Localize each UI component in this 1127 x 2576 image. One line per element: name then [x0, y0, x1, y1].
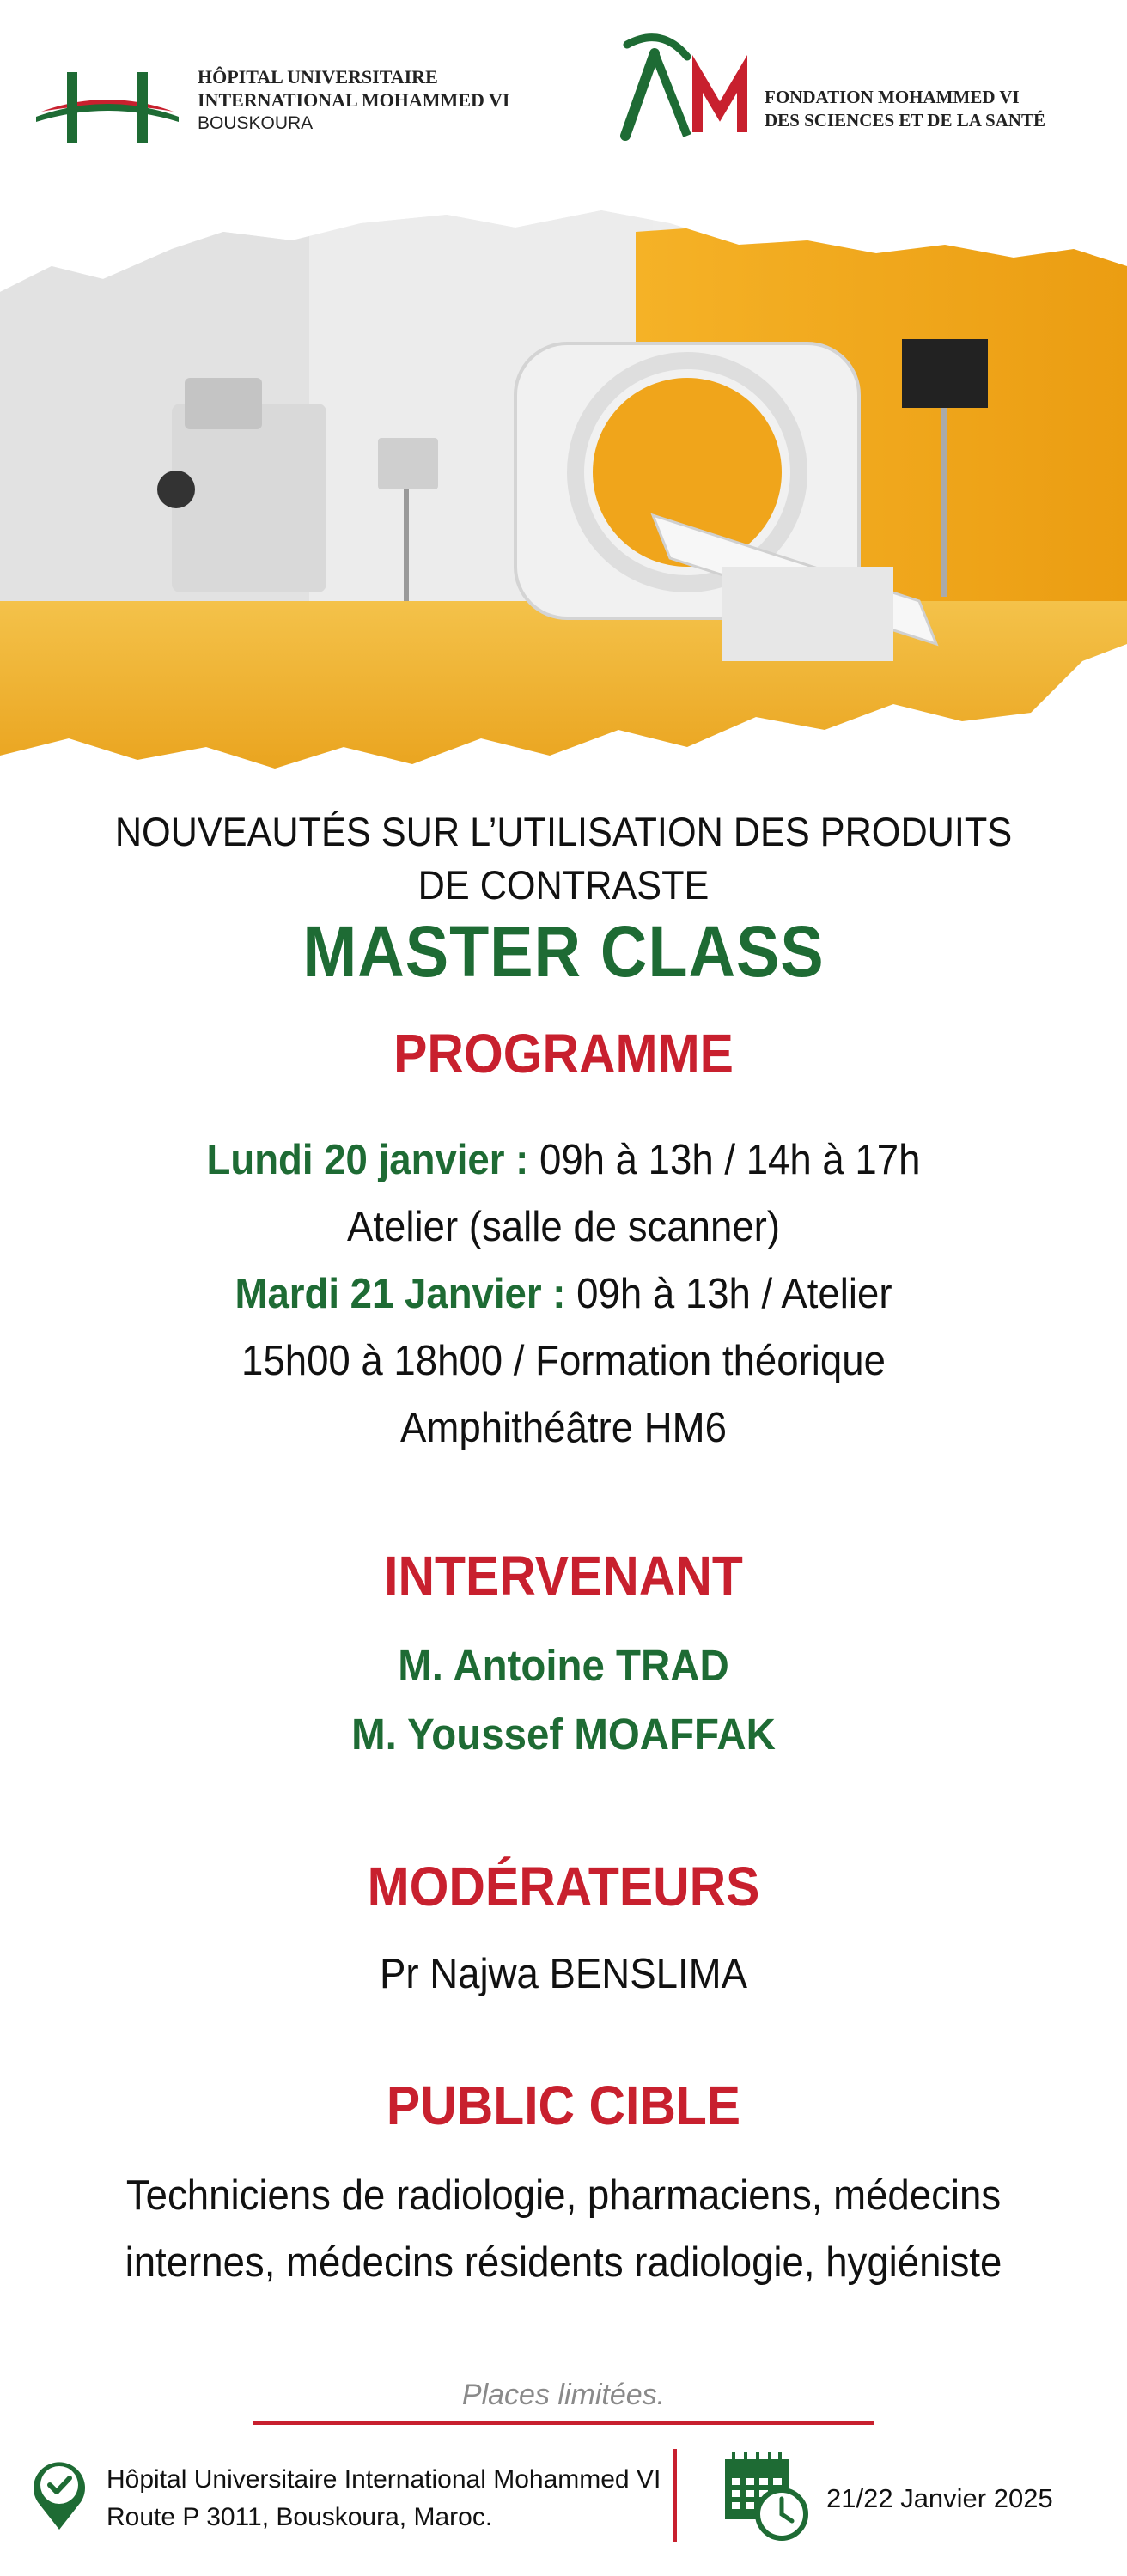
footer-separator: [673, 2449, 677, 2542]
moderator-name: Pr Najwa BENSLIMA: [379, 1951, 747, 1997]
footer-address-line2: Route P 3011, Bouskoura, Maroc.: [107, 2503, 493, 2531]
hospital-name: [198, 65, 509, 135]
event-topic-line1: NOUVEAUTÉS SUR L’UTILISATION DES PRODUITS: [114, 809, 1013, 854]
programme-day2: [40, 1261, 1087, 1327]
programme-heading: PROGRAMME: [393, 1023, 734, 1084]
event-topic-line2: DE CONTRASTE: [417, 862, 710, 908]
programme-day1-label: Lundi 20 janvier :: [206, 1137, 529, 1183]
programme-day1-time: 09h à 13h / 14h à 17h: [528, 1137, 921, 1183]
programme-day2-time: 09h à 13h / Atelier: [565, 1271, 892, 1317]
public-body: [0, 2162, 1127, 2296]
footer-divider: [253, 2421, 874, 2425]
hospital-name-line3: BOUSKOURA: [198, 113, 314, 133]
footer-address: [107, 2461, 661, 2537]
foundation-name: [765, 86, 1045, 132]
public-line1: Techniciens de radiologie, pharmaciens, médecins: [125, 2172, 1002, 2219]
programme-day2-detail1: 15h00 à 18h00 / Formation théorique: [241, 1338, 886, 1384]
public-heading: PUBLIC CIBLE: [386, 2075, 741, 2136]
programme-day1-detail: Atelier (salle de scanner): [346, 1204, 781, 1250]
programme-day2-detail2: Amphithéâtre HM6: [400, 1405, 727, 1451]
foundation-name-line1: FONDATION MOHAMMED VI: [765, 87, 1020, 107]
hospital-logo-icon: [34, 62, 180, 148]
hero-photo: [0, 197, 1127, 781]
moderateurs-heading: MODÉRATEURS: [367, 1856, 760, 1917]
places-note: Places limitées.: [461, 2379, 666, 2411]
hospital-name-line1: HÔPITAL UNIVERSITAIRE: [198, 66, 438, 88]
speaker-name: M. Youssef MOAFFAK: [351, 1710, 776, 1759]
intervenant-list: [0, 1631, 1127, 1769]
calendar-clock-icon: [722, 2449, 816, 2543]
speaker-name: M. Antoine TRAD: [398, 1641, 729, 1690]
intervenant-heading: INTERVENANT: [384, 1545, 743, 1607]
foundation-name-line2: DES SCIENCES ET DE LA SANTÉ: [765, 110, 1045, 131]
public-line2: internes, médecins résidents radiologie, hygiéniste: [125, 2239, 1002, 2286]
hospital-name-line2: INTERNATIONAL MOHAMMED VI: [198, 89, 510, 111]
header: [0, 0, 1127, 172]
map-pin-check-icon: [29, 2458, 89, 2531]
programme-day2-label: Mardi 21 Janvier :: [235, 1271, 566, 1317]
programme-day1: [40, 1127, 1087, 1194]
programme-body: [0, 1127, 1127, 1461]
event-topic: [45, 805, 1081, 912]
event-title: MASTER CLASS: [302, 911, 825, 992]
foundation-logo-icon: [601, 22, 756, 143]
footer-address-line1: Hôpital Universitaire International Mohammed VI: [107, 2465, 661, 2494]
event-dates: 21/22 Janvier 2025: [826, 2483, 1053, 2513]
